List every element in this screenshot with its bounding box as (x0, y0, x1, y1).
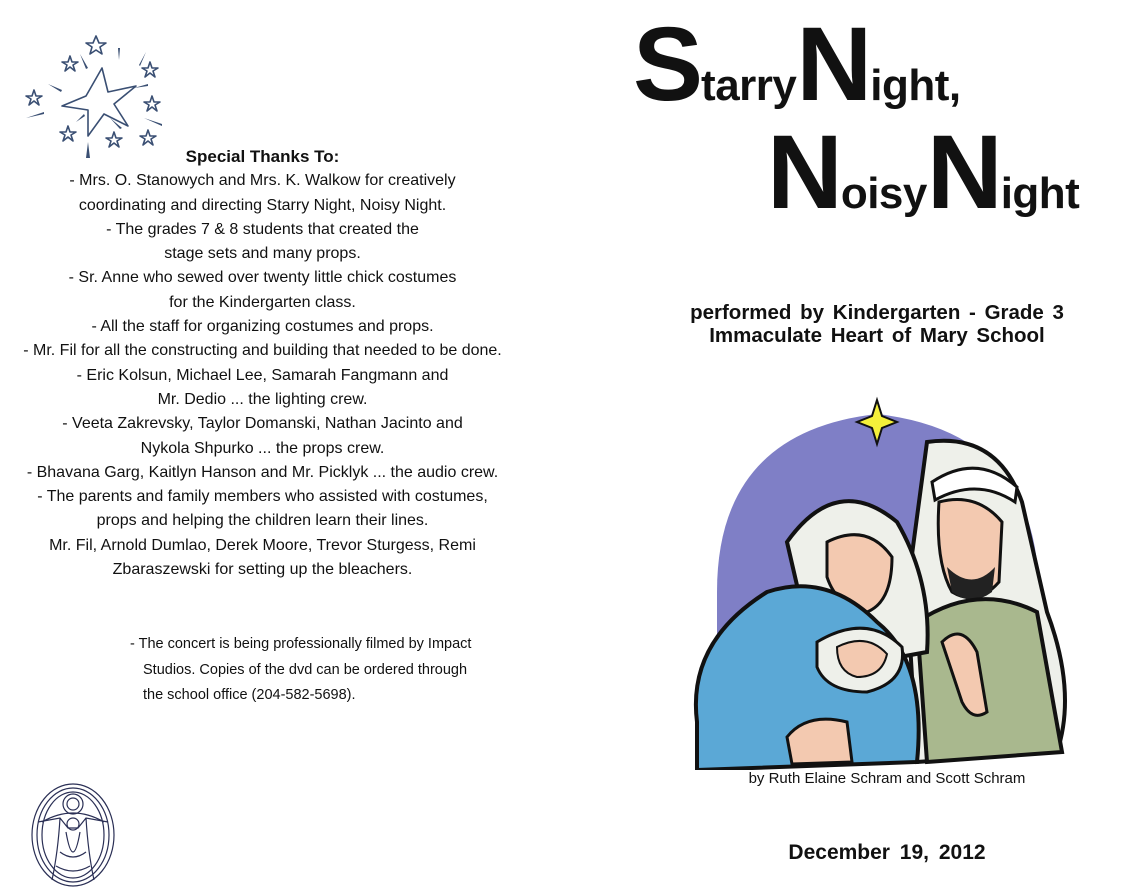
right-panel (567, 0, 1134, 889)
thanks-line: Mr. Fil, Arnold Dumlao, Derek Moore, Trevor Sturgess, Remi (49, 536, 476, 554)
title-word-rest: oisy (840, 169, 927, 218)
thanks-line: - Eric Kolsun, Michael Lee, Samarah Fangmann and (76, 366, 449, 384)
thanks-line: Mr. Dedio ... the lighting crew. (157, 390, 368, 408)
title-big-letter: N (767, 114, 841, 231)
thanks-line: Nykola Shpurko ... the props crew. (140, 439, 385, 457)
title-line-2 (767, 114, 1080, 231)
thanks-line: Zbaraszewski for setting up the bleachers. (112, 561, 413, 579)
title-word-rest: tarry (701, 61, 797, 110)
nativity-illustration (677, 392, 1077, 770)
thanks-line: - Sr. Anne who sewed over twenty little chick costumes (68, 269, 457, 287)
title-big-letter: N (926, 114, 1001, 231)
school-crest-icon (30, 782, 116, 888)
thanks-line: - Veeta Zakrevsky, Taylor Domanski, Nathan Jacinto and (62, 415, 463, 433)
school-name: Immaculate Heart of Mary School (709, 324, 1045, 347)
special-thanks-heading: Special Thanks To: (185, 147, 340, 166)
title-big-letter: S (633, 6, 702, 123)
starburst-icon (22, 30, 167, 160)
performers-line: performed by Kindergarten - Grade 3 (690, 301, 1064, 324)
thanks-line: for the Kindergarten class. (169, 293, 356, 311)
thanks-line: - The grades 7 & 8 students that created the (106, 220, 419, 238)
thanks-line: - Mr. Fil for all the constructing and building that needed to be done. (23, 342, 502, 360)
thanks-line: stage sets and many props. (164, 245, 361, 263)
dvd-note (130, 632, 530, 709)
note-line: the school office (204-582-5698). (143, 687, 356, 703)
note-line: Studios. Copies of the dvd can be ordered through (143, 661, 468, 678)
title-word-rest: ight (1000, 169, 1080, 218)
thanks-line: coordinating and directing Starry Night, Noisy Night. (78, 196, 447, 214)
thanks-line: - Bhavana Garg, Kaitlyn Hanson and Mr. Picklyk ... the audio crew. (26, 463, 499, 481)
performance-date: December 19, 2012 (788, 841, 986, 864)
title-word-rest: ight, (870, 61, 961, 110)
performance-subtitle (647, 301, 1107, 347)
thanks-line: - All the staff for organizing costumes and props. (91, 318, 434, 336)
title-big-letter: N (796, 6, 871, 123)
special-thanks-section (0, 145, 525, 582)
author-credit: by Ruth Elaine Schram and Scott Schram (748, 770, 1026, 787)
title-line-1 (633, 6, 961, 123)
thanks-line: - The parents and family members who assisted with costumes, (37, 488, 488, 506)
thanks-line: - Mrs. O. Stanowych and Mrs. K. Walkow for creatively (69, 172, 456, 190)
note-line: - The concert is being professionally filmed by Impact (130, 636, 472, 652)
thanks-line: props and helping the children learn their lines. (96, 512, 429, 530)
